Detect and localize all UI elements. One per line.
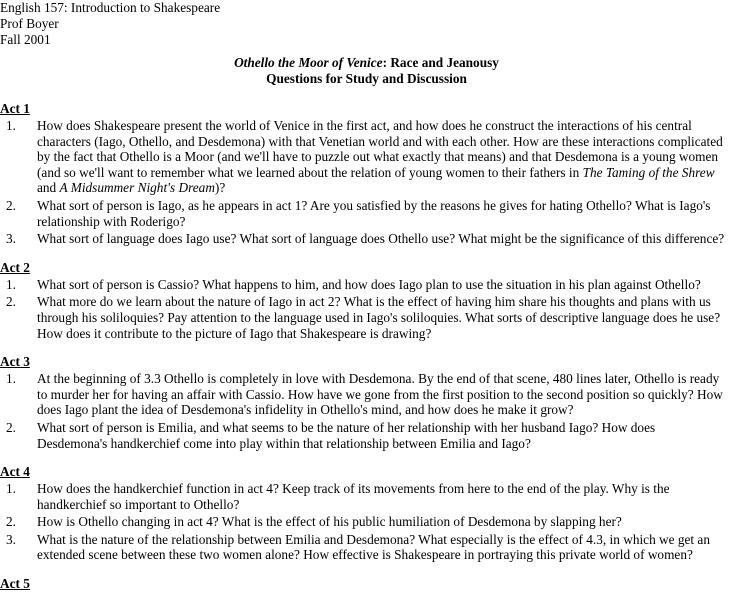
act-heading: Act 3 <box>0 354 30 370</box>
course-info <box>0 0 733 48</box>
work-title-taming: The Taming of the Shrew <box>582 164 715 180</box>
question-number: 1. <box>6 118 16 133</box>
question-text: What sort of language does Iago use? What sort of language does Othello use? What might be the significance of this difference? <box>37 231 725 247</box>
act-heading: Act 4 <box>0 464 30 480</box>
play-title: Othello the Moor of Venice <box>234 55 383 70</box>
act-4-section <box>0 464 733 563</box>
question-text-part: )? <box>214 180 226 196</box>
title-line-1 <box>0 55 733 71</box>
act-5-section <box>0 576 733 591</box>
question-text: What sort of person is Cassio? What happens to him, and how does Iago plan to use the situation in his plan against Othello? <box>37 276 701 292</box>
title-subtitle: : Race and Jeanousy <box>382 55 499 70</box>
question-item <box>0 294 733 341</box>
work-title-midsummer: A Midsummer Night's Dream <box>59 180 215 196</box>
question-item <box>0 532 733 563</box>
question-text: What is the nature of the relationship between Emilia and Desdemona? What especially is the effect of 4.3, in which we get an extended scene between these two women alone? How effective is Shakespeare in portraying this private world of women? <box>37 531 710 563</box>
act-heading: Act 2 <box>0 259 30 275</box>
question-number: 3. <box>6 231 16 247</box>
question-item <box>0 481 733 512</box>
question-text: How is Othello changing in act 4? What is the effect of his public humiliation of Desdemona by slapping her? <box>37 514 622 530</box>
document-title <box>0 55 733 87</box>
question-text: At the beginning of 3.3 Othello is completely in love with Desdemona. By the end of that scene, 480 lines later, Othello is ready to murder her for having an affair with Cassio. How have we gone from the first position to the second position so quickly? How does Iago plant the idea of Desdemona's infidelity in Othello's mind, and how does he make it grow? <box>37 371 723 418</box>
question-item <box>0 514 733 530</box>
question-text: What sort of person is Iago, as he appears in act 1? Are you satisfied by the reasons he gives for hating Othello? What is Iago's relationship with Roderigo? <box>37 197 711 229</box>
question-number: 2. <box>6 514 16 530</box>
question-item <box>0 118 733 196</box>
act-2-section <box>0 260 733 341</box>
act-heading: Act 5 <box>0 576 30 592</box>
act-heading: Act 1 <box>0 101 30 116</box>
question-number: 3. <box>6 531 16 547</box>
act-3-section <box>0 354 733 451</box>
question-number: 1. <box>6 371 16 387</box>
question-item <box>0 277 733 293</box>
act-1-section <box>0 101 733 247</box>
question-number: 2. <box>6 419 16 435</box>
term: Fall 2001 <box>0 32 51 47</box>
question-item <box>0 420 733 451</box>
course-name: English 157: Introduction to Shakespeare <box>0 0 221 15</box>
question-text <box>37 118 725 196</box>
question-number: 1. <box>6 276 16 292</box>
question-text-part: and <box>37 180 60 196</box>
question-text: What more do we learn about the nature of Iago in act 2? What is the effect of having him share his thoughts and plans with us through his soliloquies? Pay attention to the language used in Iago's soliloquies. What sorts of descriptive language does he use? How does it contribute to the picture of Iago that Shakespeare is drawing? <box>37 294 721 341</box>
question-number: 1. <box>6 481 16 497</box>
title-line-2: Questions for Study and Discussion <box>266 71 467 86</box>
question-item <box>0 371 733 418</box>
question-item <box>0 231 733 247</box>
question-text-part: How does Shakespeare present the world of Venice in the first act, and how does he construct the interactions of his central characters (Iago, Othello, and Desdemona) with that Venetian world and with each other. How are these interactions complicated by the fact that Othello is a Moor (and we'll have to puzzle out what exactly that means) and that Desdemona is a young women (and so we'll want to remember what we learned about the relation of young women to their fathers in <box>37 118 723 180</box>
instructor-name: Prof Boyer <box>0 16 59 31</box>
question-item <box>0 198 733 229</box>
question-number: 2. <box>6 294 16 310</box>
question-number: 2. <box>6 197 16 213</box>
question-text: What sort of person is Emilia, and what seems to be the nature of her relationship with her husband Iago? How does Desdemona's handkerchief come into play within that relationship between Emilia and Iago? <box>37 419 656 451</box>
question-text: How does the handkerchief function in act 4? Keep track of its movements from here to the end of the play. Why is the handkerchief so important to Othello? <box>37 481 670 512</box>
